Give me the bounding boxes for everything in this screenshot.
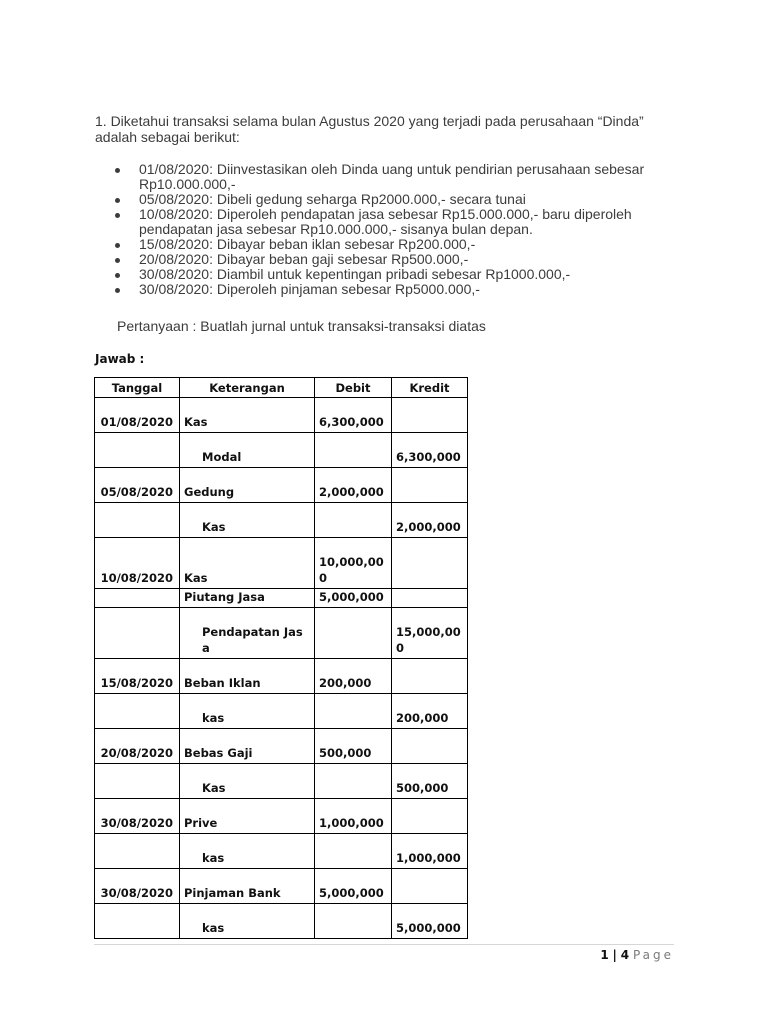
transaction-text: 30/08/2020: Diambil untuk kepentingan pribadi sebesar Rp1000.000,- xyxy=(139,266,571,282)
cell-date: 15/08/2020 xyxy=(95,659,180,694)
cell-credit xyxy=(392,398,468,433)
table-row xyxy=(95,729,468,764)
table-row xyxy=(95,834,468,869)
current-page-number: 1 xyxy=(600,948,609,962)
cell-account: kas xyxy=(180,834,315,869)
cell-date: 30/08/2020 xyxy=(95,869,180,904)
cell-credit xyxy=(392,869,468,904)
column-header-date: Tanggal xyxy=(95,378,180,398)
transaction-text: 01/08/2020: Diinvestasikan oleh Dinda uang untuk pendirian perusahaan sebesar Rp10.000.000,- xyxy=(139,161,645,192)
transaction-text: 05/08/2020: Dibeli gedung seharga Rp2000.000,- secara tunai xyxy=(139,191,526,207)
table-row xyxy=(95,398,468,433)
cell-credit: 500,000 xyxy=(392,764,468,799)
list-item xyxy=(95,192,670,207)
transaction-text: 15/08/2020: Dibayar beban iklan sebesar Rp200.000,- xyxy=(139,236,476,252)
cell-date: 20/08/2020 xyxy=(95,729,180,764)
cell-credit xyxy=(392,799,468,834)
cell-credit xyxy=(392,589,468,608)
question-text: 1. Diketahui transaksi selama bulan Agustus 2020 yang terjadi pada perusahaan “Dinda” adalah sebagai berikut: xyxy=(95,113,644,145)
page-separator: | xyxy=(612,948,617,962)
cell-account: Piutang Jasa xyxy=(180,589,315,608)
table-row xyxy=(95,538,468,589)
cell-date xyxy=(95,694,180,729)
cell-date xyxy=(95,834,180,869)
cell-debit xyxy=(315,904,392,939)
table-header-row xyxy=(95,378,468,398)
transaction-text: 30/08/2020: Diperoleh pinjaman sebesar Rp5000.000,- xyxy=(139,281,480,297)
cell-debit: 2,000,000 xyxy=(315,468,392,503)
footer-divider xyxy=(94,944,674,945)
cell-account: Modal xyxy=(180,433,315,468)
table-row xyxy=(95,764,468,799)
table-row xyxy=(95,433,468,468)
cell-debit xyxy=(315,764,392,799)
cell-account: Prive xyxy=(180,799,315,834)
column-header-description: Keterangan xyxy=(180,378,315,398)
answer-label: Jawab : xyxy=(95,352,145,366)
cell-debit xyxy=(315,503,392,538)
cell-account: kas xyxy=(180,694,315,729)
cell-date xyxy=(95,904,180,939)
bullet-icon xyxy=(115,273,120,278)
bullet-icon xyxy=(115,243,120,248)
cell-account: Kas xyxy=(180,764,315,799)
cell-credit: 2,000,000 xyxy=(392,503,468,538)
cell-credit: 1,000,000 xyxy=(392,834,468,869)
cell-debit xyxy=(315,433,392,468)
cell-debit: 6,300,000 xyxy=(315,398,392,433)
bullet-icon xyxy=(115,168,120,173)
cell-credit xyxy=(392,659,468,694)
cell-credit xyxy=(392,729,468,764)
list-item xyxy=(95,267,670,282)
cell-account: Gedung xyxy=(180,468,315,503)
page-word: Page xyxy=(632,948,674,962)
table-row xyxy=(95,904,468,939)
cell-debit: 500,000 xyxy=(315,729,392,764)
table-row xyxy=(95,869,468,904)
column-header-debit: Debit xyxy=(315,378,392,398)
cell-date: 30/08/2020 xyxy=(95,799,180,834)
cell-debit: 10,000,000 xyxy=(315,538,392,589)
transaction-text: 20/08/2020: Dibayar beban gaji sebesar Rp500.000,- xyxy=(139,251,469,267)
question-prompt: Pertanyaan : Buatlah jurnal untuk transaksi-transaksi diatas xyxy=(117,318,486,334)
cell-credit: 15,000,000 xyxy=(392,608,468,659)
cell-debit: 1,000,000 xyxy=(315,799,392,834)
cell-account: kas xyxy=(180,904,315,939)
list-item xyxy=(95,207,670,237)
cell-debit xyxy=(315,694,392,729)
cell-debit xyxy=(315,834,392,869)
table-row xyxy=(95,694,468,729)
list-item xyxy=(95,162,670,192)
table-row xyxy=(95,468,468,503)
cell-account: Bebas Gaji xyxy=(180,729,315,764)
cell-date xyxy=(95,608,180,659)
cell-debit xyxy=(315,608,392,659)
cell-account: Kas xyxy=(180,398,315,433)
cell-date xyxy=(95,503,180,538)
cell-credit: 6,300,000 xyxy=(392,433,468,468)
cell-date: 01/08/2020 xyxy=(95,398,180,433)
cell-debit: 200,000 xyxy=(315,659,392,694)
table-row xyxy=(95,799,468,834)
cell-credit xyxy=(392,468,468,503)
bullet-icon xyxy=(115,288,120,293)
page-footer xyxy=(600,948,674,962)
list-item xyxy=(95,282,670,297)
cell-account: Kas xyxy=(180,503,315,538)
table-row xyxy=(95,503,468,538)
column-header-credit: Kredit xyxy=(392,378,468,398)
total-pages: 4 xyxy=(620,948,630,962)
cell-account: Kas xyxy=(180,538,315,589)
table-row xyxy=(95,589,468,608)
journal-body xyxy=(95,398,468,939)
cell-credit: 200,000 xyxy=(392,694,468,729)
cell-credit: 5,000,000 xyxy=(392,904,468,939)
journal-table xyxy=(94,377,468,939)
cell-debit: 5,000,000 xyxy=(315,589,392,608)
cell-date xyxy=(95,433,180,468)
cell-date xyxy=(95,589,180,608)
cell-credit xyxy=(392,538,468,589)
table-row xyxy=(95,608,468,659)
bullet-icon xyxy=(115,198,120,203)
bullet-icon xyxy=(115,213,120,218)
list-item xyxy=(95,237,670,252)
cell-account: Beban Iklan xyxy=(180,659,315,694)
cell-date xyxy=(95,764,180,799)
cell-debit: 5,000,000 xyxy=(315,869,392,904)
list-item xyxy=(95,252,670,267)
cell-account: Pinjaman Bank xyxy=(180,869,315,904)
cell-account: Pendapatan Jasa xyxy=(180,608,315,659)
cell-date: 05/08/2020 xyxy=(95,468,180,503)
bullet-icon xyxy=(115,258,120,263)
transaction-text: 10/08/2020: Diperoleh pendapatan jasa sebesar Rp15.000.000,- baru diperoleh pendapatan jasa sebesar Rp10.000.000,- sisanya bulan depan. xyxy=(139,206,632,237)
cell-date: 10/08/2020 xyxy=(95,538,180,589)
table-row xyxy=(95,659,468,694)
transaction-list xyxy=(95,162,670,297)
